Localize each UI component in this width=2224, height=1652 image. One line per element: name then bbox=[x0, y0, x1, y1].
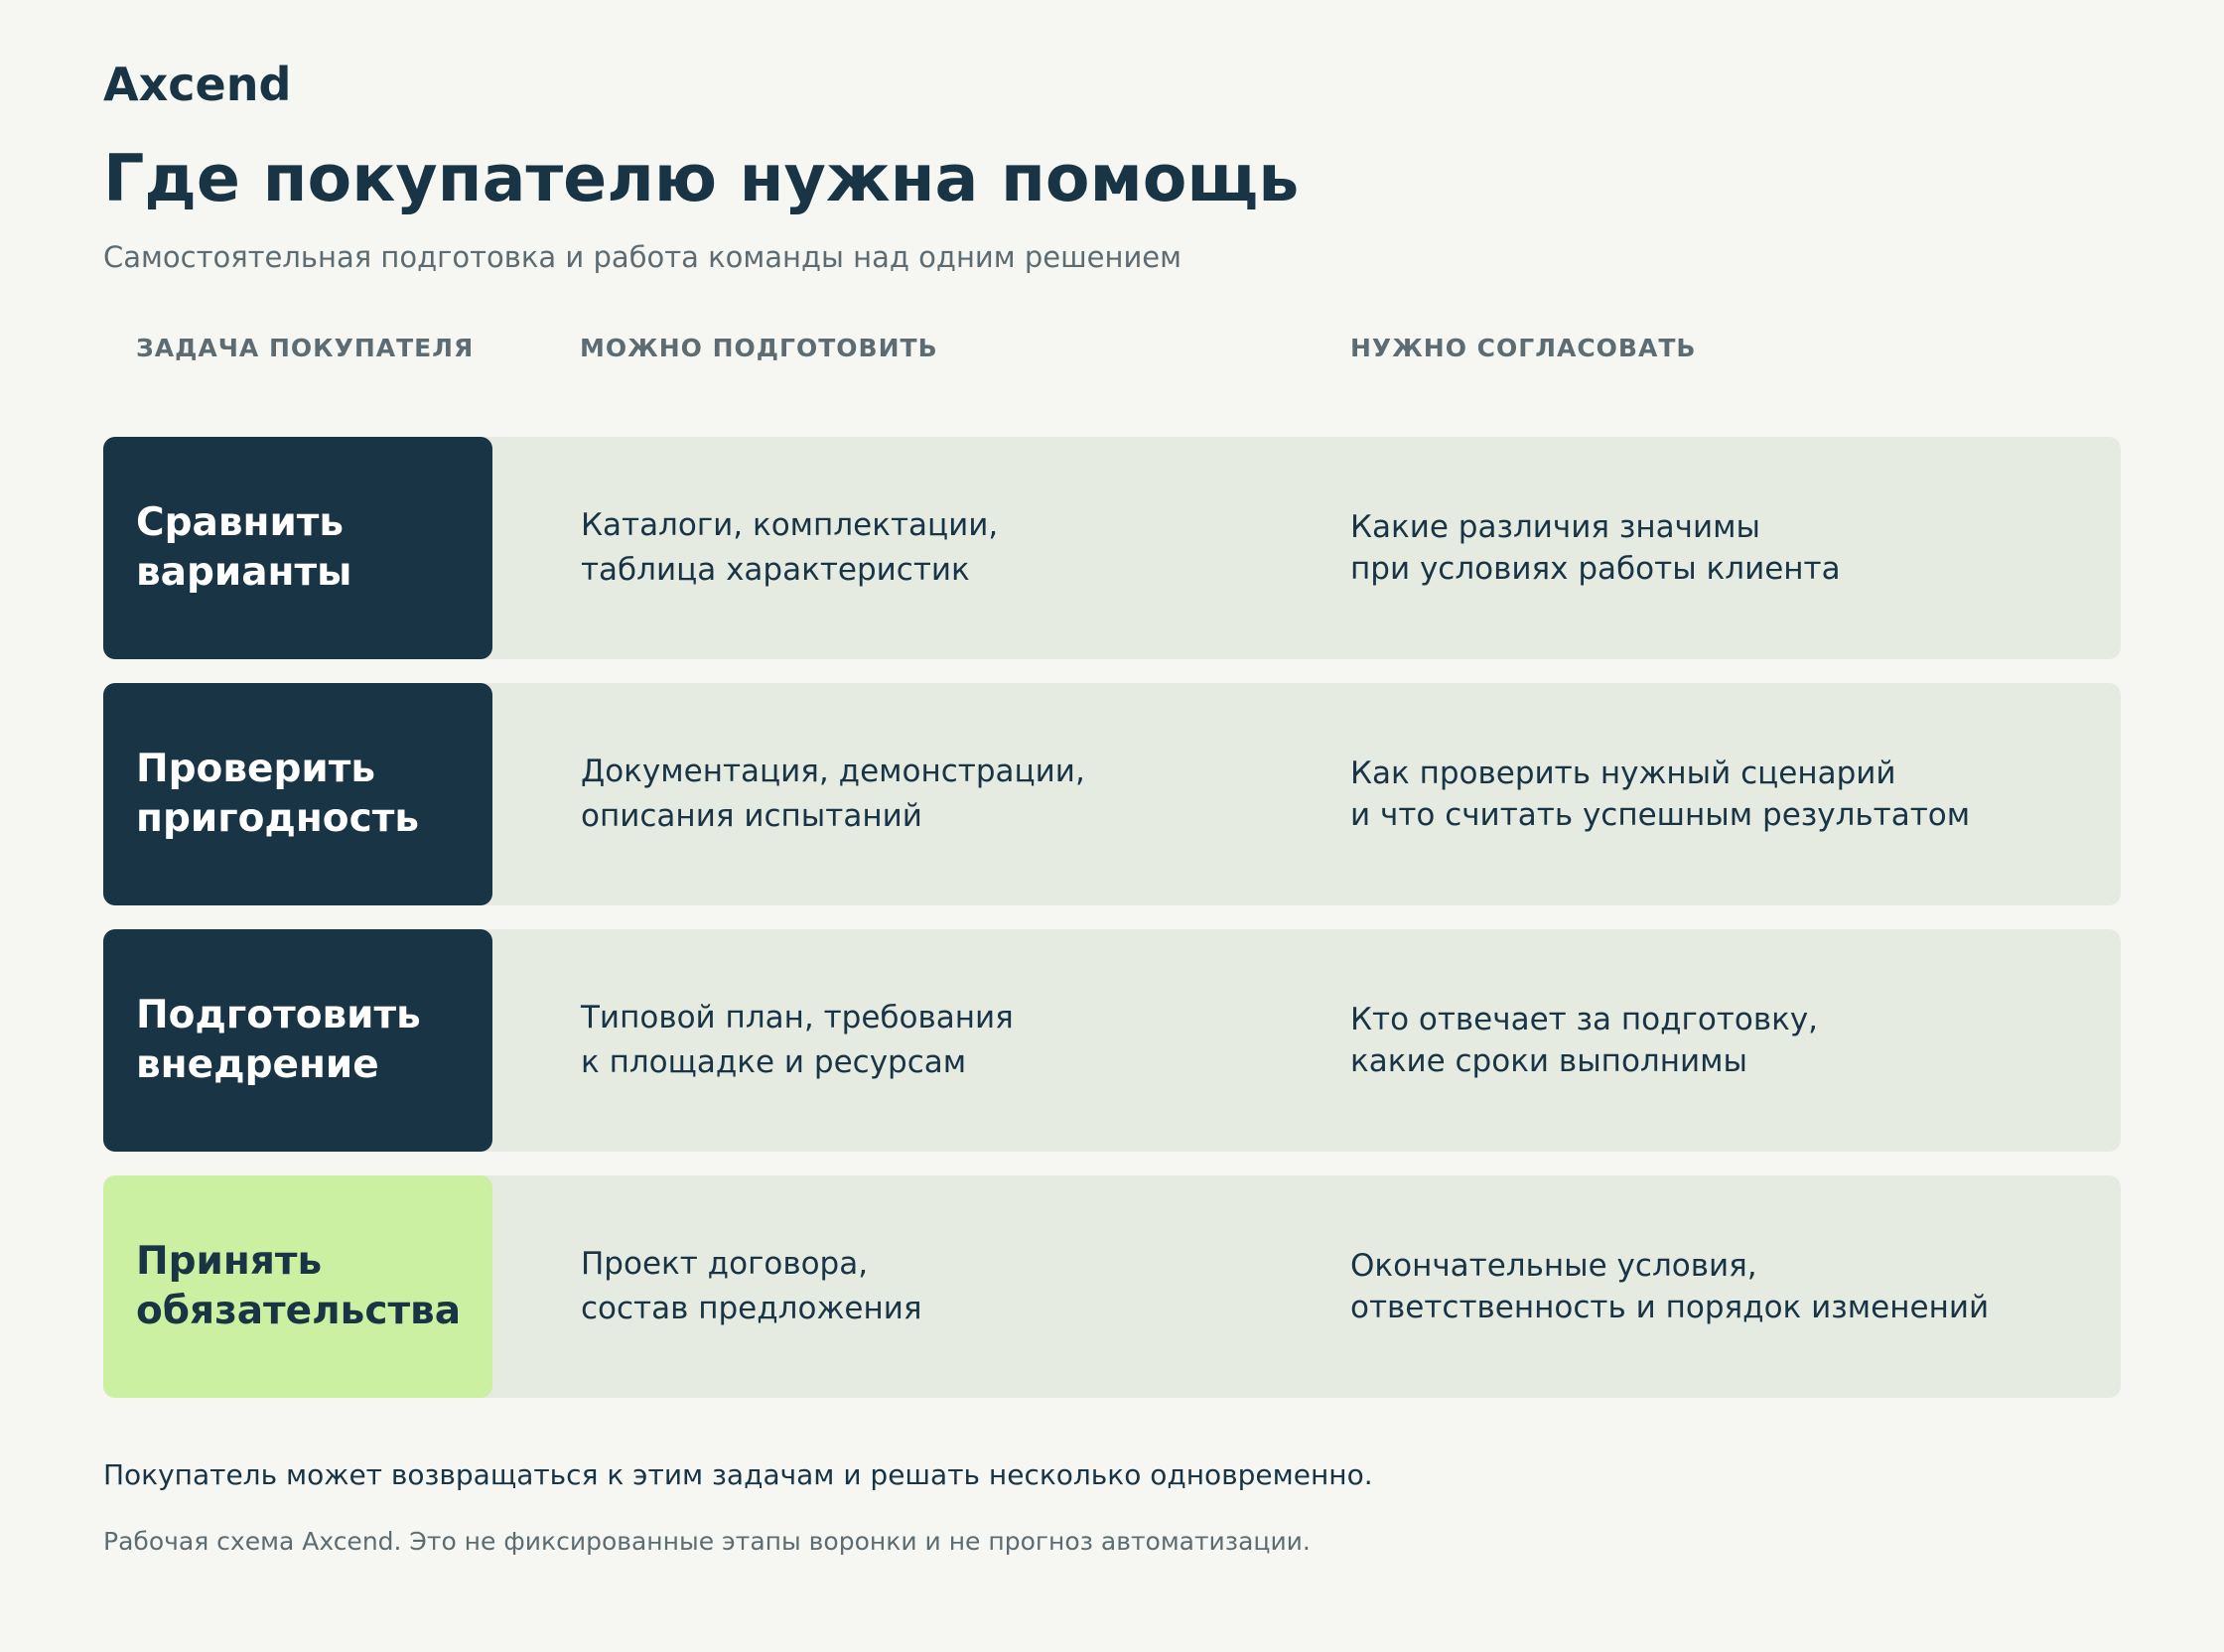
table-row bbox=[103, 1175, 2121, 1398]
task-cell bbox=[103, 683, 492, 905]
task-cell bbox=[103, 929, 492, 1152]
footer-note: Покупатель может возвращаться к этим задачам и решать несколько одновременно. bbox=[103, 1458, 1373, 1491]
column-header-prepare: МОЖНО ПОДГОТОВИТЬ bbox=[580, 334, 938, 362]
brand-logo: Axcend bbox=[103, 58, 292, 111]
task-label: Подготовить внедрение bbox=[136, 993, 421, 1087]
task-cell-highlighted bbox=[103, 1175, 492, 1398]
agree-cell: Как проверить нужный сценарий и что считать успешным результатом bbox=[1350, 756, 1971, 833]
page-title: Где покупателю нужна помощь bbox=[103, 142, 1300, 216]
prepare-cell: Проект договора, состав предложения bbox=[581, 1246, 922, 1326]
table-row bbox=[103, 683, 2121, 905]
task-table bbox=[103, 437, 2121, 1422]
column-header-agree: НУЖНО СОГЛАСОВАТЬ bbox=[1350, 334, 1697, 362]
footer-disclaimer: Рабочая схема Axcend. Это не фиксированные этапы воронки и не прогноз автоматизации. bbox=[103, 1527, 1311, 1556]
agree-cell: Какие различия значимы при условиях работы клиента bbox=[1350, 509, 1841, 587]
agree-cell: Кто отвечает за подготовку, какие сроки выполнимы bbox=[1350, 1002, 1819, 1079]
table-row bbox=[103, 437, 2121, 659]
prepare-cell: Документация, демонстрации, описания испытаний bbox=[581, 754, 1085, 834]
task-label: Принять обязательства bbox=[136, 1239, 462, 1333]
table-row bbox=[103, 929, 2121, 1152]
task-label: Сравнить варианты bbox=[136, 500, 352, 595]
page-subtitle: Самостоятельная подготовка и работа команды над одним решением bbox=[103, 240, 1182, 274]
prepare-cell: Типовой план, требования к площадке и ресурсам bbox=[581, 1000, 1014, 1080]
agree-cell: Окончательные условия, ответственность и порядок изменений bbox=[1350, 1248, 1990, 1325]
column-header-task: ЗАДАЧА ПОКУПАТЕЛЯ bbox=[136, 334, 475, 362]
task-label: Проверить пригодность bbox=[136, 747, 419, 841]
task-cell bbox=[103, 437, 492, 659]
prepare-cell: Каталоги, комплектации, таблица характеристик bbox=[581, 507, 999, 588]
